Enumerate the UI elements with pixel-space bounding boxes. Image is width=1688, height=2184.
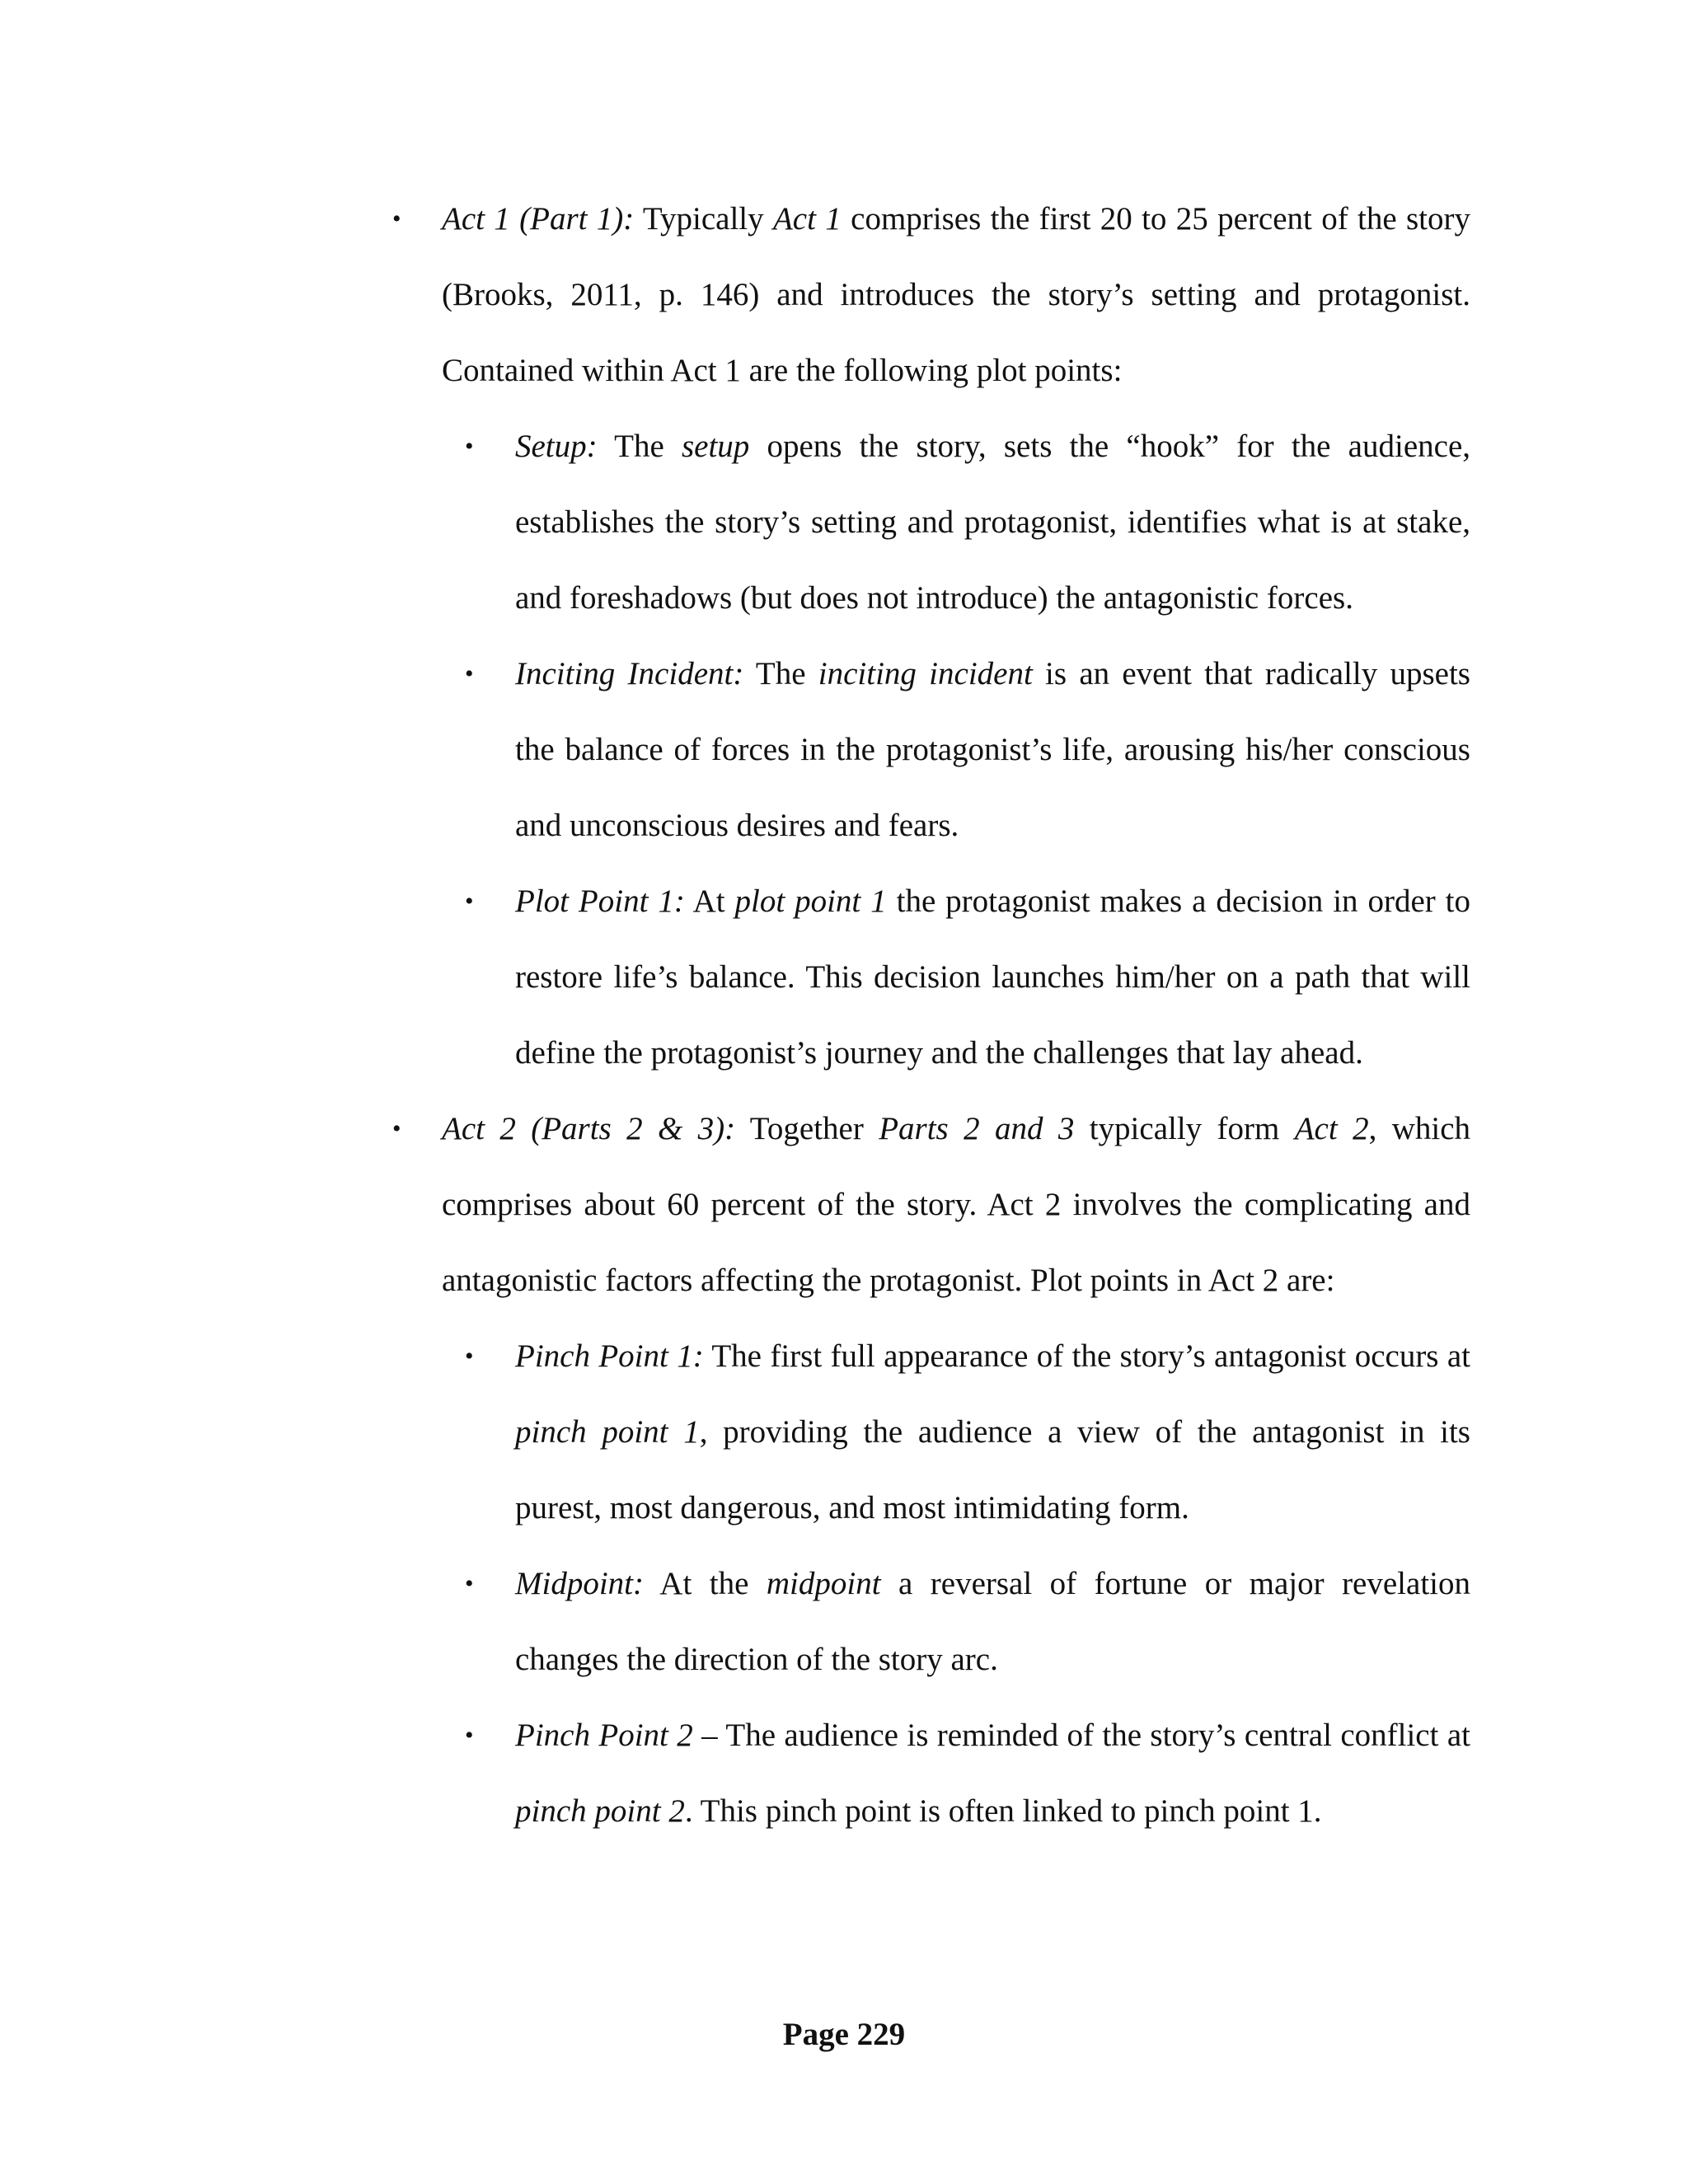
bullet-marker: •	[465, 1570, 474, 1597]
page-number: Page 229	[782, 2017, 906, 2052]
list-item-emphasis: midpoint	[766, 1566, 881, 1601]
list-item-midpoint	[515, 1546, 1470, 1698]
bullet-marker: •	[392, 205, 401, 232]
list-item-text: the protagonist makes a decision in order to restore life’s balance. This decision launches him/her on a path that will define the protagonist’s journey and the challenges that lay ahead.	[515, 883, 1471, 1071]
list-item-setup	[515, 409, 1470, 636]
list-item-act-2	[442, 1091, 1470, 1319]
bullet-marker: •	[465, 1722, 474, 1749]
list-item-plot-point-1	[515, 864, 1470, 1091]
list-item-text: The	[597, 429, 682, 464]
list-item-text: At the	[643, 1566, 767, 1601]
list-item-term: Inciting Incident:	[515, 656, 744, 691]
list-item-term: Plot Point 1:	[515, 883, 685, 919]
list-item-emphasis: pinch point 2	[515, 1793, 685, 1829]
list-item-text: opens the story, sets the “hook” for the audience, establishes the story’s setting and protagonist, identifies what is at stake, and foreshadows (but does not introduce) the antagonistic forces.	[515, 429, 1471, 616]
list-item-text: Together	[735, 1111, 879, 1146]
list-item-inciting-incident	[515, 636, 1470, 864]
list-item-emphasis: setup	[681, 429, 750, 464]
list-item-text: a reversal of fortune or major revelation changes the direction of the story arc.	[515, 1566, 1470, 1677]
list-item-term: Pinch Point 2	[515, 1718, 693, 1753]
list-item-emphasis: pinch point 1	[515, 1414, 700, 1450]
list-item-emphasis: plot point 1	[734, 883, 887, 919]
list-item-pinch-point-1	[515, 1319, 1470, 1546]
list-item-term: Act 2 (Parts 2 & 3):	[442, 1111, 736, 1146]
list-item-text: typically form	[1074, 1111, 1295, 1146]
list-item-text: – The audience is reminded of the story’s central conflict at	[692, 1718, 1470, 1753]
bullet-marker: •	[465, 660, 474, 687]
bullet-marker: •	[465, 888, 474, 915]
list-item-pinch-point-2	[515, 1698, 1470, 1849]
list-item-text: , which comprises about 60 percent of the story. Act 2 involves the complicating and antagonistic factors affecting the protagonist. Plot points in Act 2 are:	[442, 1111, 1471, 1298]
list-item-text: is an event that radically upsets the balance of forces in the protagonist’s life, arousing his/her conscious and unconscious desires and fears.	[515, 656, 1470, 843]
list-item-emphasis: Act 2	[1294, 1111, 1369, 1146]
list-item-text: . This pinch point is often linked to pinch point 1.	[684, 1793, 1322, 1829]
list-item-emphasis: inciting incident	[818, 656, 1033, 691]
bullet-marker: •	[392, 1115, 401, 1142]
bullet-marker: •	[465, 433, 474, 460]
list-item-term: Pinch Point 1:	[515, 1338, 704, 1374]
list-item-text: , providing the audience a view of the antagonist in its purest, most dangerous, and most intimidating form.	[515, 1414, 1470, 1526]
list-item-term: Setup:	[515, 429, 598, 464]
list-item-text: At	[684, 883, 735, 919]
list-item-emphasis: Parts 2 and 3	[879, 1111, 1075, 1146]
list-item-text: comprises the first 20 to 25 percent of the story (Brooks, 2011, p. 146) and introduces the story’s setting and protagonist. Contained within Act 1 are the following plot points:	[442, 201, 1470, 388]
list-item-act-1	[442, 181, 1470, 409]
list-item-text: The first full appearance of the story’s antagonist occurs at	[703, 1338, 1470, 1374]
list-item-text: The	[743, 656, 818, 691]
list-item-text: Typically	[634, 201, 773, 237]
list-item-term: Midpoint:	[515, 1566, 644, 1601]
list-item-emphasis: Act 1	[772, 201, 842, 237]
bullet-marker: •	[465, 1343, 474, 1370]
list-item-term: Act 1 (Part 1):	[442, 201, 635, 237]
